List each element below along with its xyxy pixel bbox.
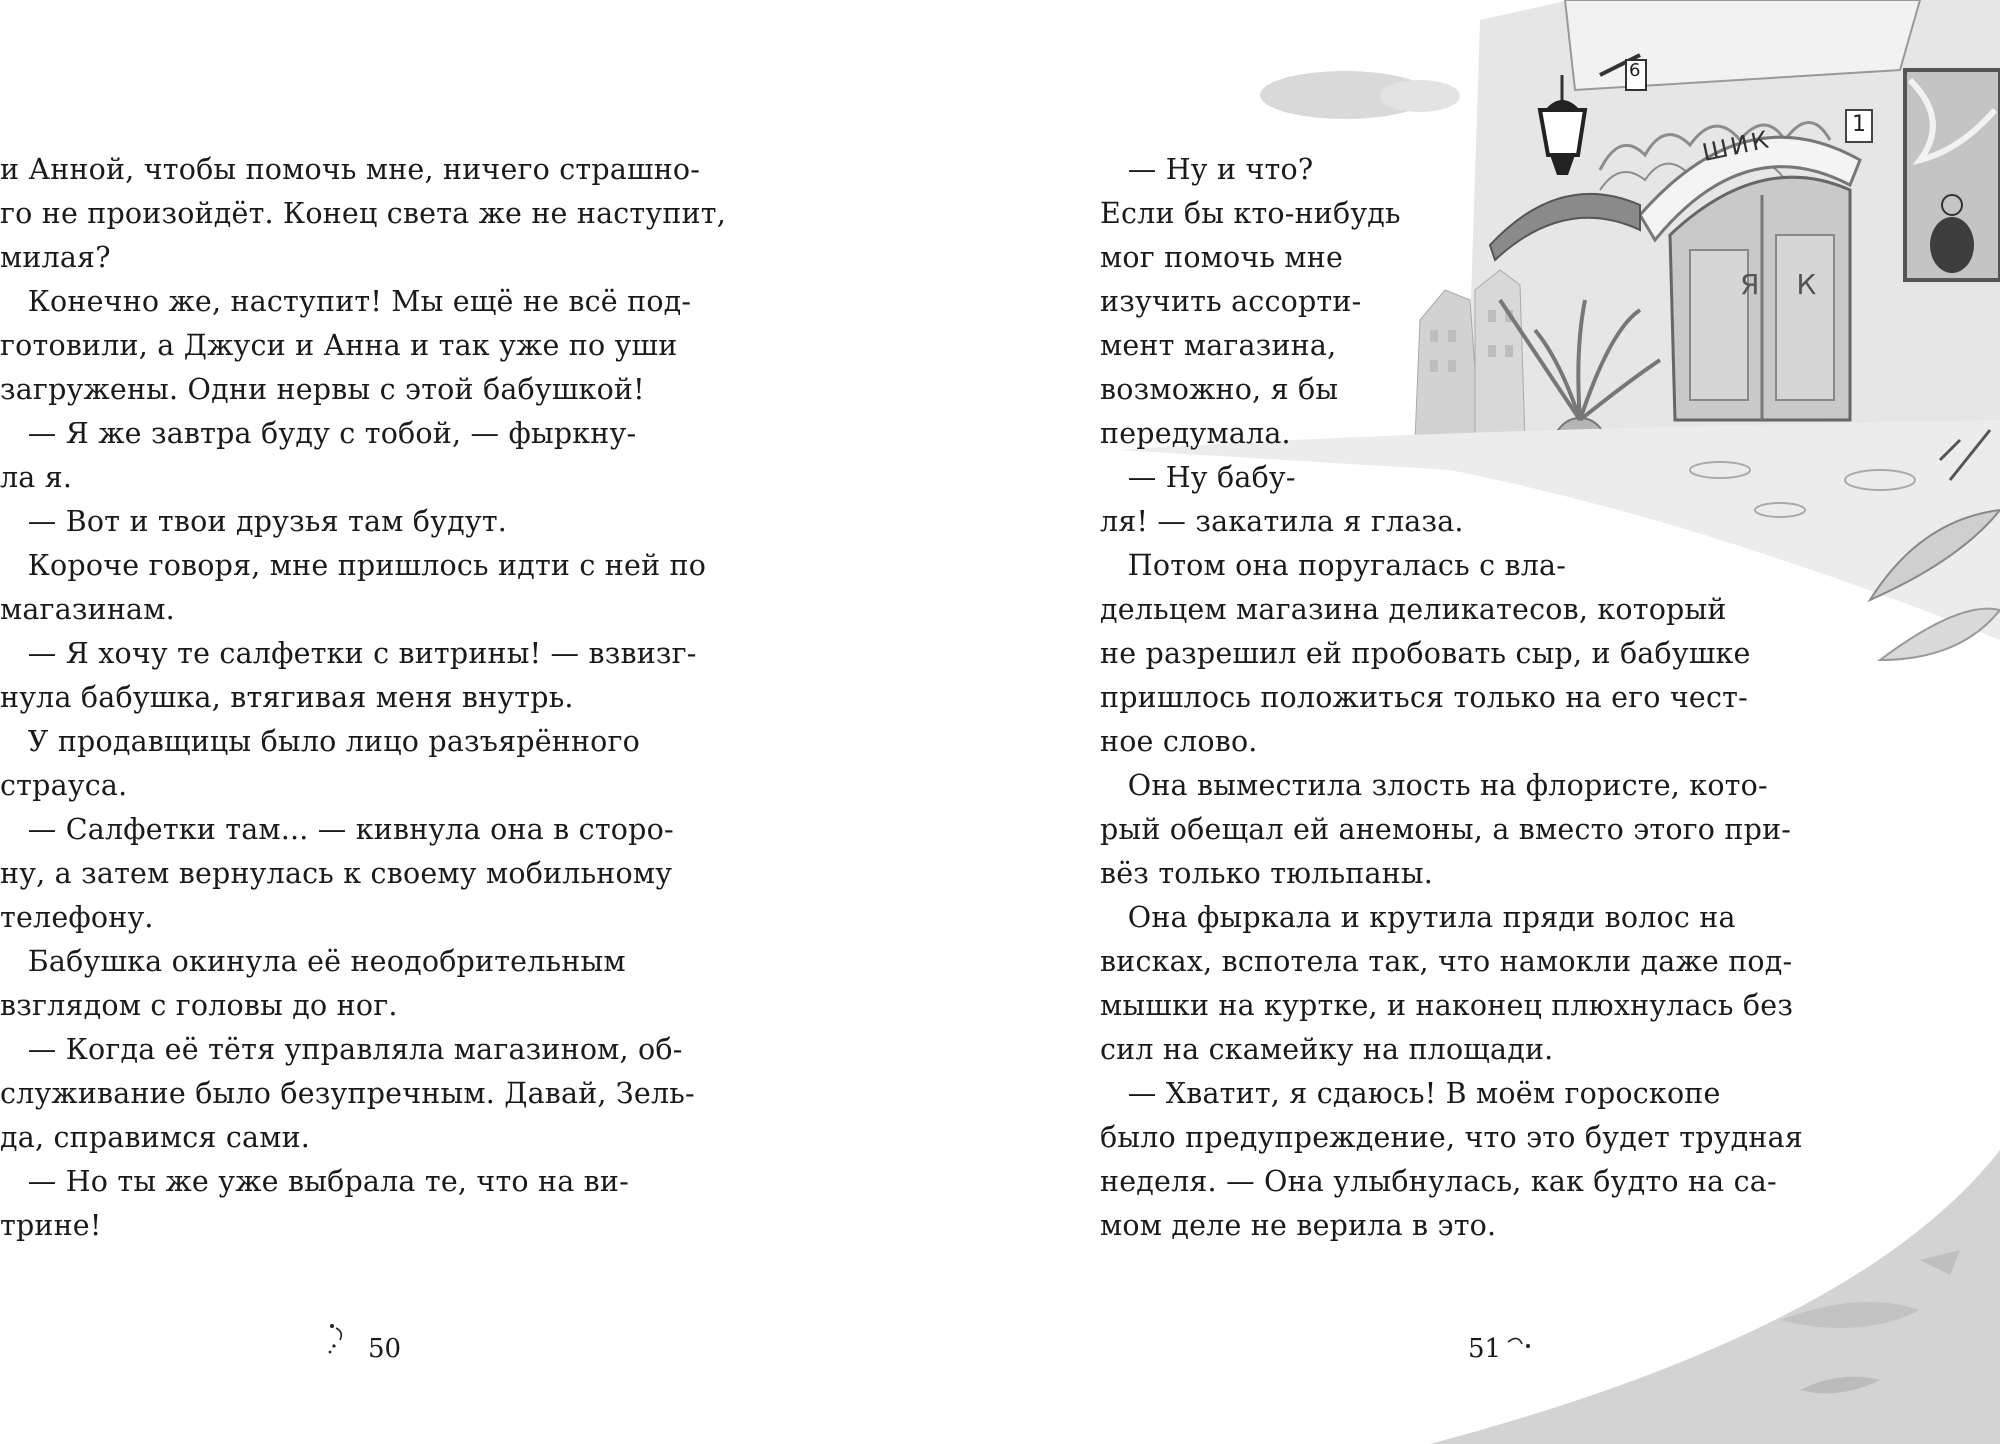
- lamp-number: 6: [1629, 60, 1641, 81]
- right-page-text-line: было предупреждение, что это будет трудная: [1100, 1121, 1803, 1154]
- left-page-text-line: У продавщицы было лицо разъярённого: [0, 725, 641, 758]
- left-page-text-line: — Когда её тётя управляла магазином, об-: [0, 1033, 683, 1066]
- left-page-text-line: телефону.: [0, 901, 154, 934]
- right-page-text-line: — Хватит, я сдаюсь! В моём гороскопе: [1100, 1077, 1721, 1110]
- right-page-text-line: дельцем магазина деликатесов, который: [1100, 593, 1727, 626]
- page-ornament-icon: [326, 1318, 356, 1358]
- right-page-text-line: Она выместила злость на флористе, кото-: [1100, 769, 1768, 802]
- house-number: 1: [1852, 112, 1866, 137]
- right-page-text-line: неделя. — Она улыбнулась, как будто на са-: [1100, 1165, 1777, 1198]
- left-page-text-line: страуса.: [0, 769, 128, 802]
- left-page-text-line: готовили, а Джуси и Анна и так уже по уши: [0, 329, 678, 362]
- left-page-text-line: — Салфетки там... — кивнула она в сторо-: [0, 813, 674, 846]
- left-page-text-line: — Я хочу те салфетки с витрины! — взвизг-: [0, 637, 697, 670]
- door-letters: Я К: [1740, 268, 1831, 301]
- left-page-text-line: Короче говоря, мне пришлось идти с ней по: [0, 549, 707, 582]
- left-page-text-line: трине!: [0, 1209, 102, 1242]
- left-page-text-line: Бабушка окинула её неодобрительным: [0, 945, 626, 978]
- page-number-left: 50: [368, 1334, 402, 1364]
- left-page-text-line: ну, а затем вернулась к своему мобильному: [0, 857, 673, 890]
- left-page-text-line: ла я.: [0, 461, 73, 494]
- left-page-text-line: милая?: [0, 241, 111, 274]
- left-page-text-line: и Анной, чтобы помочь мне, ничего страшно-: [0, 153, 701, 186]
- right-page-text-line: мог помочь мне: [1100, 241, 1344, 274]
- right-page-text-line: рый обещал ей анемоны, а вместо этого при-: [1100, 813, 1792, 846]
- right-page-text-line: возможно, я бы: [1100, 373, 1339, 406]
- right-page-text-line: Если бы кто-нибудь: [1100, 197, 1401, 230]
- left-page-text-line: служивание было безупречным. Давай, Зель-: [0, 1077, 695, 1110]
- right-page-text-line: не разрешил ей пробовать сыр, и бабушке: [1100, 637, 1751, 670]
- vase-icon: [1930, 217, 1974, 273]
- right-page-text-line: мышки на куртке, и наконец плюхнулась без: [1100, 989, 1794, 1022]
- right-page-text-line: передумала.: [1100, 417, 1291, 450]
- page-ornament-icon: [1506, 1332, 1536, 1362]
- right-page-text-line: сил на скамейку на площади.: [1100, 1033, 1554, 1066]
- left-page-text-line: Конечно же, наступит! Мы ещё не всё под-: [0, 285, 692, 318]
- left-page-text-line: взглядом с головы до ног.: [0, 989, 398, 1022]
- right-page-text-line: мент магазина,: [1100, 329, 1337, 362]
- page-number-right: 51: [1468, 1334, 1502, 1364]
- right-page-text-line: изучить ассорти-: [1100, 285, 1362, 318]
- shop-sign-text: ШИК: [1699, 125, 1774, 167]
- right-page-text-line: мом деле не верила в это.: [1100, 1209, 1497, 1242]
- right-page-text-line: пришлось положиться только на его чест-: [1100, 681, 1748, 714]
- left-page-text-line: загружены. Одни нервы с этой бабушкой!: [0, 373, 645, 406]
- right-page-text-line: ля! — закатила я глаза.: [1100, 505, 1464, 538]
- right-page: [1000, 0, 2000, 1444]
- left-page-text-line: — Но ты же уже выбрала те, что на ви-: [0, 1165, 629, 1198]
- left-page-text-line: магазинам.: [0, 593, 175, 626]
- right-page-text-line: — Ну бабу-: [1100, 461, 1296, 494]
- street-lamp-icon: [1540, 110, 1585, 155]
- right-page-text-line: вёз только тюльпаны.: [1100, 857, 1434, 890]
- right-page-text-line: ное слово.: [1100, 725, 1258, 758]
- left-page-text-line: го не произойдёт. Конец света же не наступит,: [0, 197, 726, 230]
- left-page-text-line: да, справимся сами.: [0, 1121, 311, 1154]
- left-page-text-line: — Вот и твои друзья там будут.: [0, 505, 508, 538]
- right-page-text-line: — Ну и что?: [1100, 153, 1314, 186]
- right-page-text-line: Потом она поругалась с вла-: [1100, 549, 1567, 582]
- right-page-text-line: висках, вспотела так, что намокли даже под-: [1100, 945, 1793, 978]
- left-page-text-line: — Я же завтра буду с тобой, — фыркну-: [0, 417, 637, 450]
- right-page-text-line: Она фыркала и крутила пряди волос на: [1100, 901, 1736, 934]
- left-page-text-line: нула бабушка, втягивая меня внутрь.: [0, 681, 574, 714]
